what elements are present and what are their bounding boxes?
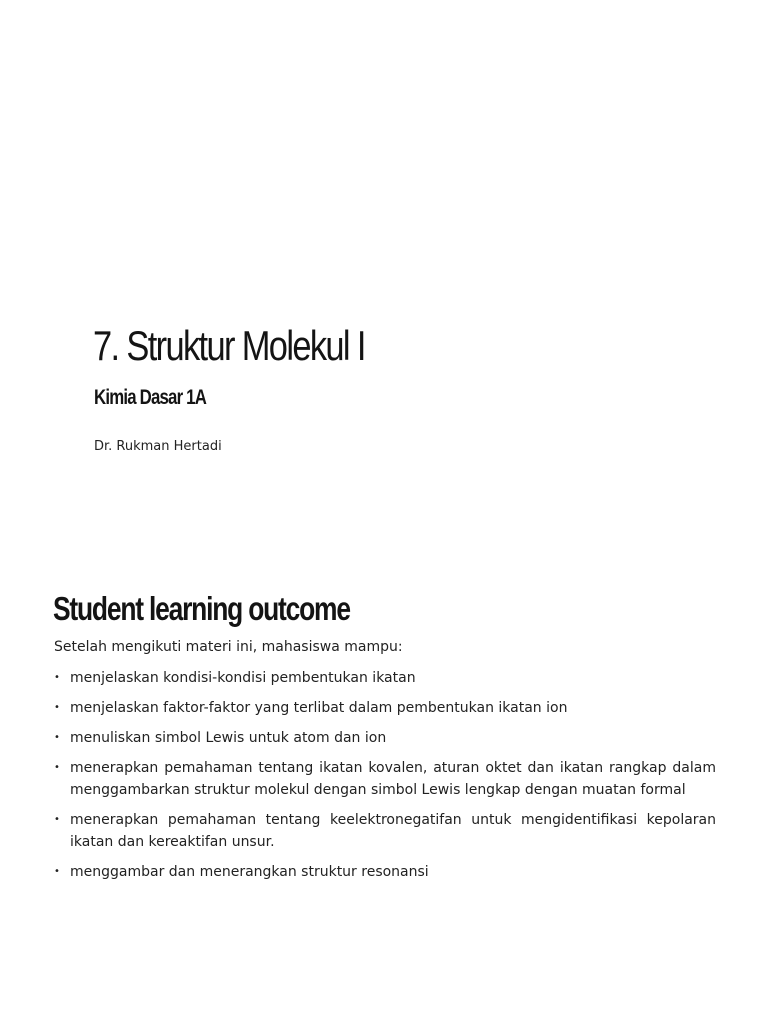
bullet-icon: • <box>54 702 60 713</box>
learning-outcome-heading: Student learning outcome <box>53 590 350 627</box>
list-item-text: menuliskan simbol Lewis untuk atom dan ion <box>70 730 387 746</box>
bullet-icon: • <box>54 732 60 743</box>
list-item <box>54 667 716 689</box>
document-title: 7. Struktur Molekul I <box>93 322 365 369</box>
list-item <box>54 757 716 801</box>
list-item-text: menjelaskan kondisi-kondisi pembentukan ikatan <box>70 670 416 686</box>
list-item-text: menjelaskan faktor-faktor yang terlibat dalam pembentukan ikatan ion <box>70 700 568 716</box>
list-item-text: menerapkan pemahaman tentang keelektronegatifan untuk mengidentifikasi kepolaran ikatan dan kereaktifan unsur. <box>70 812 716 850</box>
list-item-text: menggambar dan menerangkan struktur resonansi <box>70 864 429 880</box>
list-item <box>54 697 716 719</box>
learning-outcome-list <box>54 667 716 891</box>
list-item <box>54 809 716 853</box>
document-subtitle: Kimia Dasar 1A <box>94 386 207 409</box>
bullet-icon: • <box>54 762 60 773</box>
author-name: Dr. Rukman Hertadi <box>94 439 222 454</box>
list-item <box>54 727 716 749</box>
list-item-text: menerapkan pemahaman tentang ikatan kovalen, aturan oktet dan ikatan rangkap dalam menggambarkan struktur molekul dengan simbol Lewis lengkap dengan muatan formal <box>70 760 716 798</box>
bullet-icon: • <box>54 866 60 877</box>
bullet-icon: • <box>54 814 60 825</box>
learning-outcome-intro: Setelah mengikuti materi ini, mahasiswa mampu: <box>54 639 403 655</box>
list-item <box>54 861 716 883</box>
bullet-icon: • <box>54 672 60 683</box>
